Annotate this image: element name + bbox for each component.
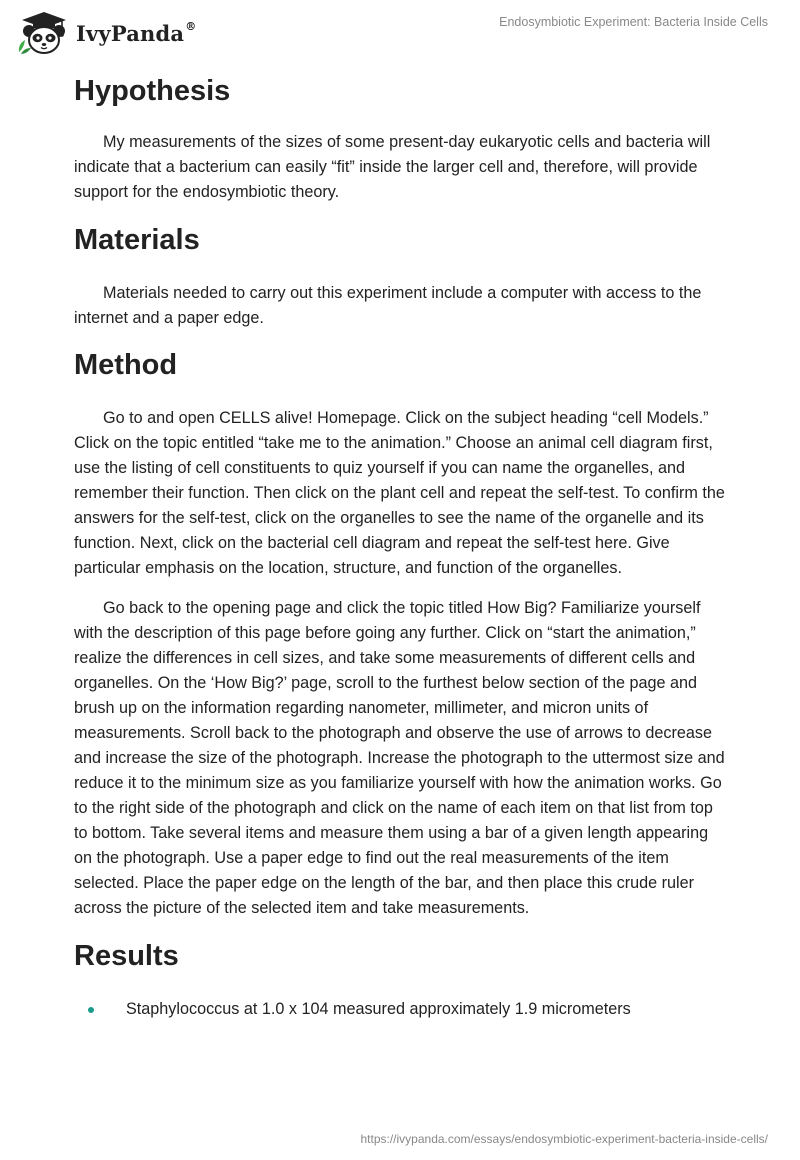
results-heading: Results: [74, 940, 179, 972]
method-paragraph: Go back to the opening page and click the topic titled How Big? Familiarize yourself with the description of this page before going any further. Click on “start the animation,” realize the differences in cell sizes, and take some measurements of different cells and organelles. On the ‘How Big?’ page, scroll to the furthest below section of the page and brush up on the information regarding nanometer, millimeter, and micron units of measurements. Scroll back to the photograph and observe the use of arrows to decrease and increase the size of the photograph. Increase the photograph to the uttermost size and reduce it to the minimum size as you familiarize yourself with how the animation works. Go to the right side of the photograph and click on the name of each item on that list from top to bottom. Take several items and measure them using a bar of a given length appearing on the photograph. Use a paper edge to find out the real measurements of the item selected. Place the paper edge on the length of the bar, and then place this crude ruler across the picture of the selected item and take measurements.: [74, 599, 725, 917]
materials-heading: Materials: [74, 224, 200, 256]
list-item: [74, 997, 726, 1022]
essay-content: [74, 70, 726, 1022]
document-title: Endosymbiotic Experiment: Bacteria Inside Cells: [499, 15, 768, 29]
page-header: [0, 0, 800, 64]
logo[interactable]: [16, 8, 196, 56]
materials-paragraph: Materials needed to carry out this experiment include a computer with access to the internet and a paper edge.: [74, 284, 702, 327]
hypothesis-paragraph: My measurements of the sizes of some present-day eukaryotic cells and bacteria will indicate that a bacterium can easily “fit” inside the larger cell and, therefore, will provide support for the endosymbiotic theory.: [74, 133, 711, 201]
bullet-icon: [88, 1007, 94, 1013]
source-url[interactable]: https://ivypanda.com/essays/endosymbiotic-experiment-bacteria-inside-cells/: [360, 1132, 768, 1146]
logo-text: IvyPanda®: [76, 19, 197, 46]
results-list: [74, 997, 726, 1022]
list-item-text: Staphylococcus at 1.0 x 104 measured approximately 1.9 micrometers: [126, 1000, 631, 1018]
method-heading: Method: [74, 349, 178, 381]
hypothesis-heading: Hypothesis: [74, 75, 231, 107]
registered-mark: ®: [185, 19, 197, 33]
method-paragraph: Go to and open CELLS alive! Homepage. Click on the subject heading “cell Models.” Click on the topic entitled “take me to the animation.” Choose an animal cell diagram first, use the listing of cell constituents to quiz yourself if you can name the organelles, and remember their function. Then click on the plant cell and repeat the self-test. To confirm the answers for the self-test, click on the organelles to see the name of the organelle and its function. Next, click on the bacterial cell diagram and repeat the self-test here. Give particular emphasis on the location, structure, and function of the organelles.: [74, 409, 725, 577]
panda-logo-icon: [16, 8, 72, 56]
